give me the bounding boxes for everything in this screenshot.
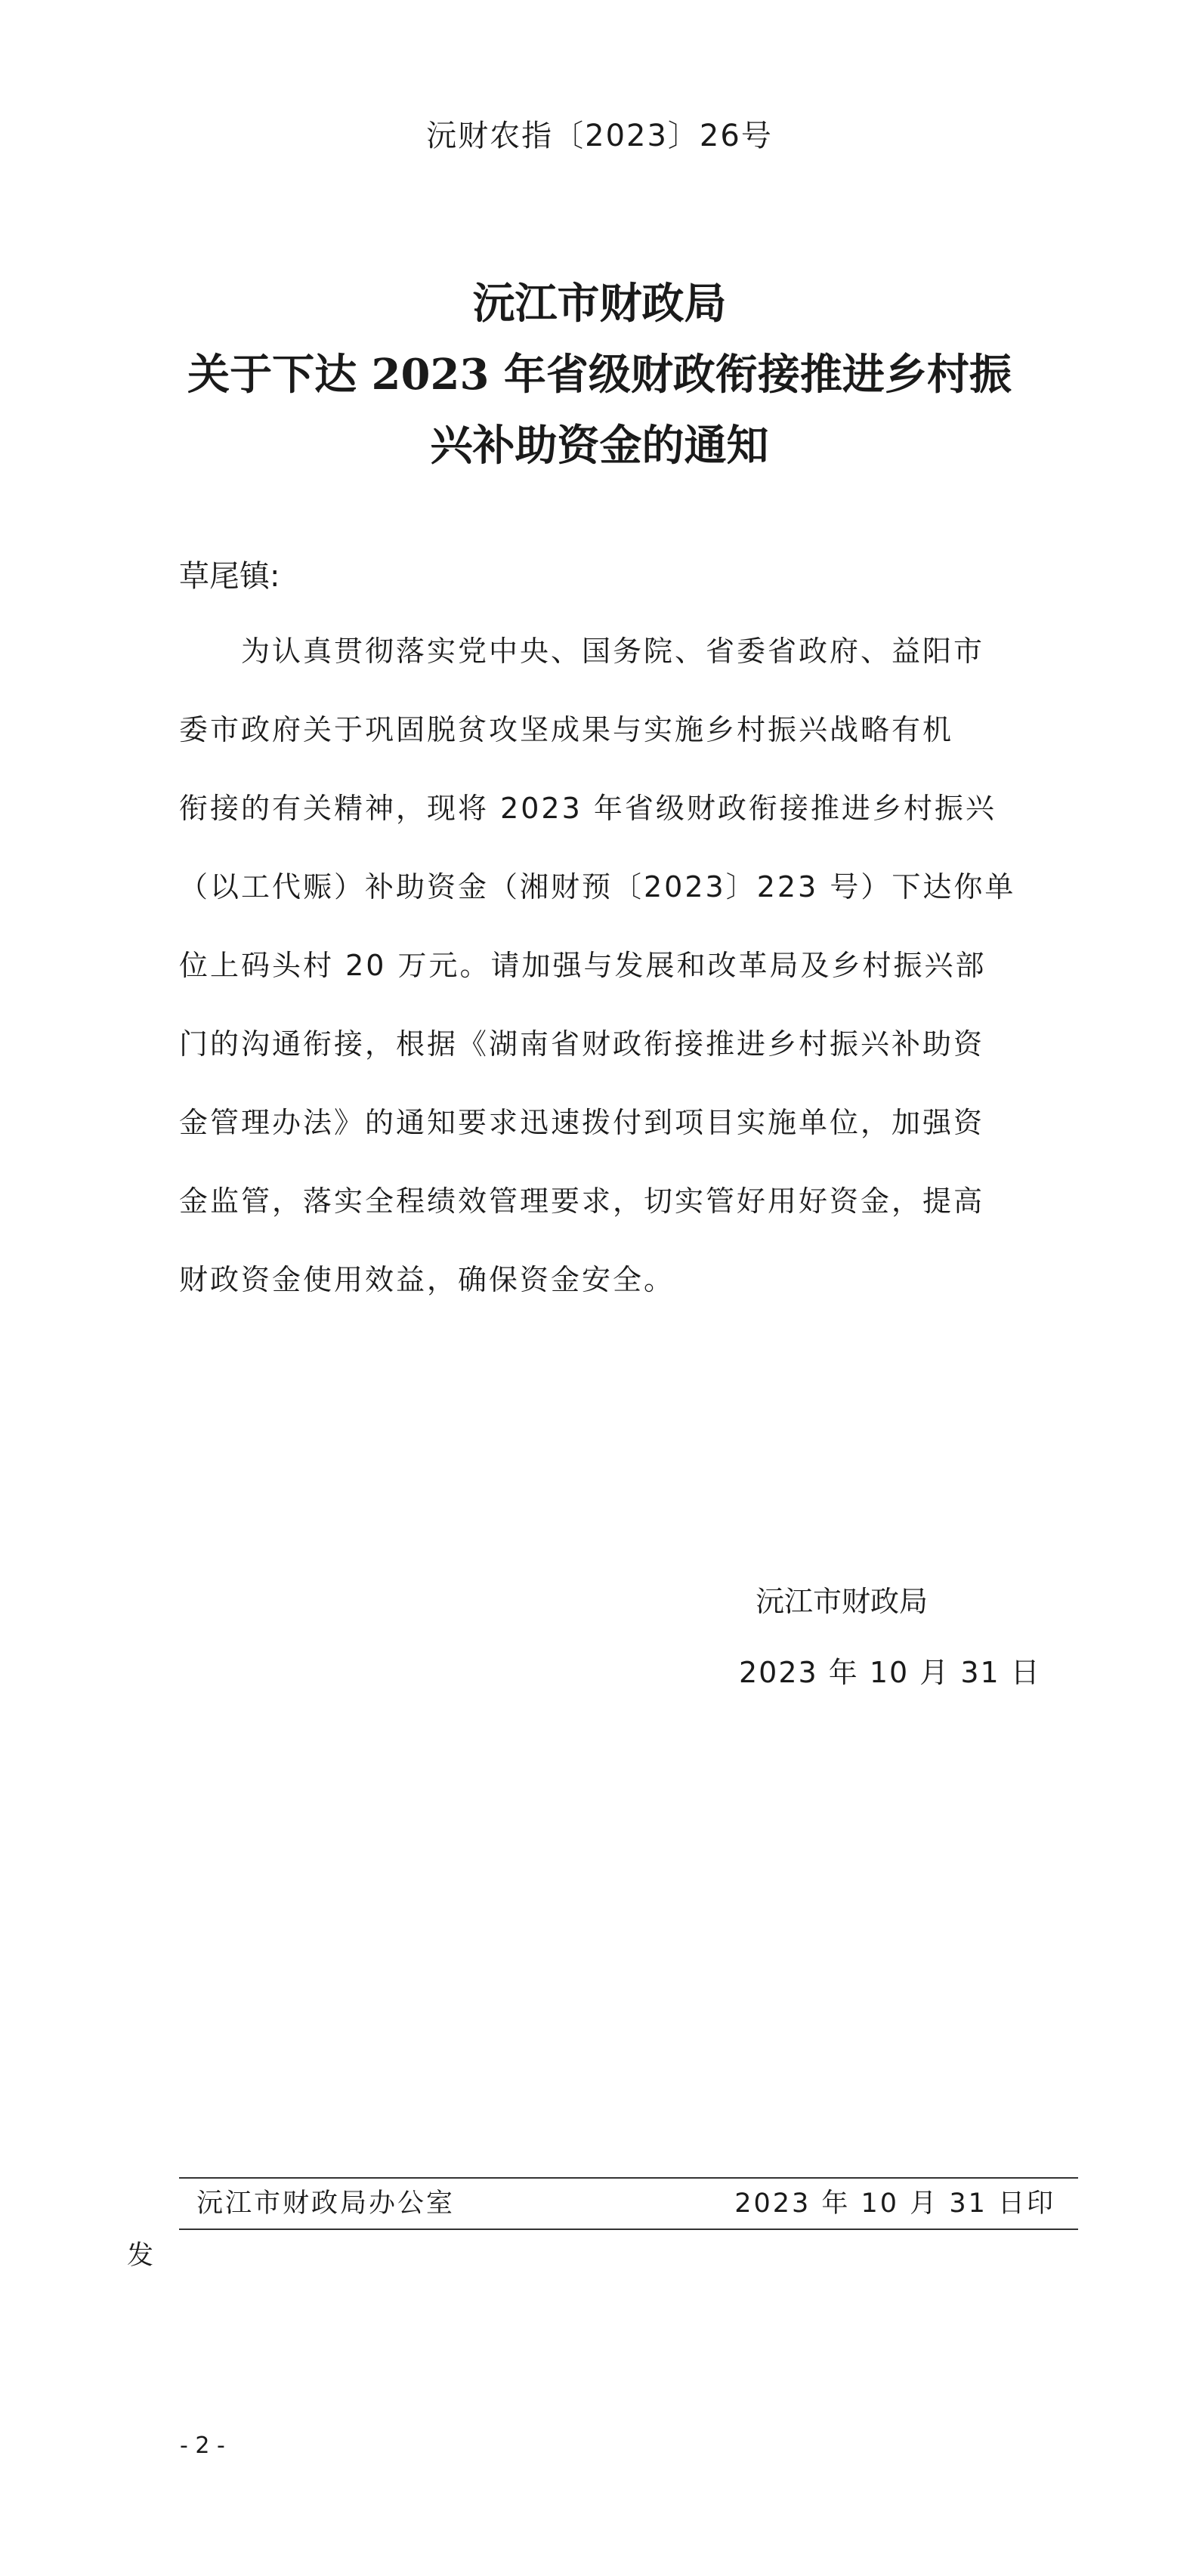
body-line-9: 财政资金使用效益，确保资金安全。 <box>179 1263 675 1296</box>
body-line-7: 金管理办法》的通知要求迅速拨付到项目实施单位，加强资 <box>179 1106 985 1139</box>
footer-office: 沅江市财政局办公室 <box>196 2188 456 2219</box>
document-title <box>0 268 1199 481</box>
signature-date: 2023 年 10 月 31 日 <box>739 1656 1041 1689</box>
page-number: - 2 - <box>180 2432 225 2459</box>
body-line-4: （以工代赈）补助资金（湘财预〔2023〕223 号）下达你单 <box>179 870 1016 903</box>
body-line-1: 为认真贯彻落实党中央、国务院、省委省政府、益阳市 <box>241 635 985 668</box>
body-line-5: 位上码头村 20 万元。请加强与发展和改革局及乡村振兴部 <box>179 949 987 982</box>
title-line-1: 沅江市财政局 <box>472 279 727 329</box>
body-line-8: 金监管，落实全程绩效管理要求，切实管好用好资金，提高 <box>179 1185 985 1218</box>
body-line-2: 委市政府关于巩固脱贫攻坚成果与实施乡村振兴战略有机 <box>179 713 954 746</box>
body-text <box>179 630 1018 1337</box>
footer-print-date: 2023 年 10 月 31 日印 <box>734 2188 1055 2219</box>
document-number: 沅财农指〔2023〕26号 <box>426 119 773 153</box>
footer-top-rule <box>179 2177 1078 2179</box>
body-line-3: 衔接的有关精神，现将 2023 年省级财政衔接推进乡村振兴 <box>179 792 997 825</box>
body-line-6: 门的沟通衔接，根据《湖南省财政衔接推进乡村振兴补助资 <box>179 1027 985 1061</box>
title-line-3: 兴补助资金的通知 <box>430 421 769 471</box>
salutation: 草尾镇: <box>179 559 280 594</box>
title-line-2: 关于下达 2023 年省级财政衔接推进乡村振 <box>187 350 1012 400</box>
signature-issuer: 沅江市财政局 <box>756 1585 929 1618</box>
footer-wrap-text: 发 <box>127 2241 154 2271</box>
footer-bottom-rule <box>179 2229 1078 2230</box>
